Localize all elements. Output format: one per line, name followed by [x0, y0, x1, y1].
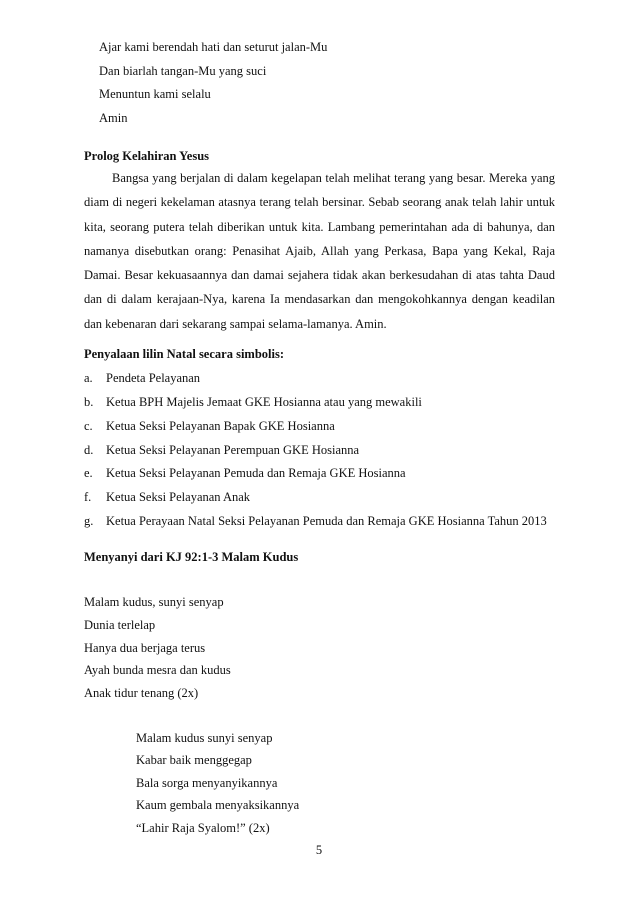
list-text: Ketua Seksi Pelayanan Bapak GKE Hosianna	[106, 419, 335, 433]
list-letter: a.	[84, 371, 93, 385]
list-text: Ketua Seksi Pelayanan Perempuan GKE Hosianna	[106, 443, 360, 457]
list-letter: c.	[84, 419, 93, 433]
song-line: Bala sorga menyanyikannya	[136, 776, 278, 790]
song-line: Malam kudus, sunyi senyap	[84, 595, 224, 609]
list-letter: b.	[84, 395, 94, 409]
list-text: Pendeta Pelayanan	[106, 371, 201, 385]
song-line: Hanya dua berjaga terus	[84, 641, 206, 655]
prolog-heading: Prolog Kelahiran Yesus	[84, 149, 210, 163]
song-line: Kabar baik menggegap	[136, 753, 252, 767]
list-text: Ketua BPH Majelis Jemaat GKE Hosianna atau yang mewakili	[106, 395, 422, 409]
prayer-line: Amin	[99, 111, 128, 125]
list-letter: f.	[84, 490, 92, 504]
prayer-line: Ajar kami berendah hati dan seturut jalan-Mu	[99, 40, 328, 54]
song-line: Ayah bunda mesra dan kudus	[84, 663, 231, 677]
candles-heading: Penyalaan lilin Natal secara simbolis:	[84, 347, 284, 361]
song-line: Anak tidur tenang (2x)	[84, 686, 199, 700]
prayer-line: Menuntun kami selalu	[99, 87, 211, 101]
song-line: Malam kudus sunyi senyap	[136, 731, 273, 745]
prayer-line: Dan biarlah tangan-Mu yang suci	[99, 64, 267, 78]
song-line: “Lahir Raja Syalom!” (2x)	[136, 821, 270, 835]
prolog-paragraph: Bangsa yang berjalan di dalam kegelapan telah melihat terang yang besar. Mereka yang diam di negeri kekelaman atasnya terang telah bersinar. Sebab seorang anak telah lahir untuk kita, seorang putera telah diberikan untuk kita. Lambang pemerintahan ada di bahunya, dan namanya disebutkan orang: Penasihat Ajaib, Allah yang Perkasa, Bapa yang Kekal, Raja Damai. Besar kekuasaannya dan damai sejahera tidak akan berkesudahan di atas tahta Daud dan di dalam kerajaan-Nya, karena Ia mendasarkan dan mengokohkannya dengan keadilan dan kebenaran dari sekarang sampai selama-lamanya. Amin.	[84, 171, 555, 331]
list-text: Ketua Seksi Pelayanan Pemuda dan Remaja GKE Hosianna	[106, 466, 406, 480]
song-line: Dunia terlelap	[84, 618, 156, 632]
song-line: Kaum gembala menyaksikannya	[136, 798, 300, 812]
list-letter: g.	[84, 514, 94, 528]
song-heading: Menyanyi dari KJ 92:1-3 Malam Kudus	[84, 550, 299, 564]
list-text: Ketua Seksi Pelayanan Anak	[106, 490, 251, 504]
list-letter: d.	[84, 443, 94, 457]
list-letter: e.	[84, 466, 93, 480]
page-number: 5	[315, 843, 323, 857]
list-text: Ketua Perayaan Natal Seksi Pelayanan Pemuda dan Remaja GKE Hosianna Tahun 2013	[106, 514, 547, 528]
